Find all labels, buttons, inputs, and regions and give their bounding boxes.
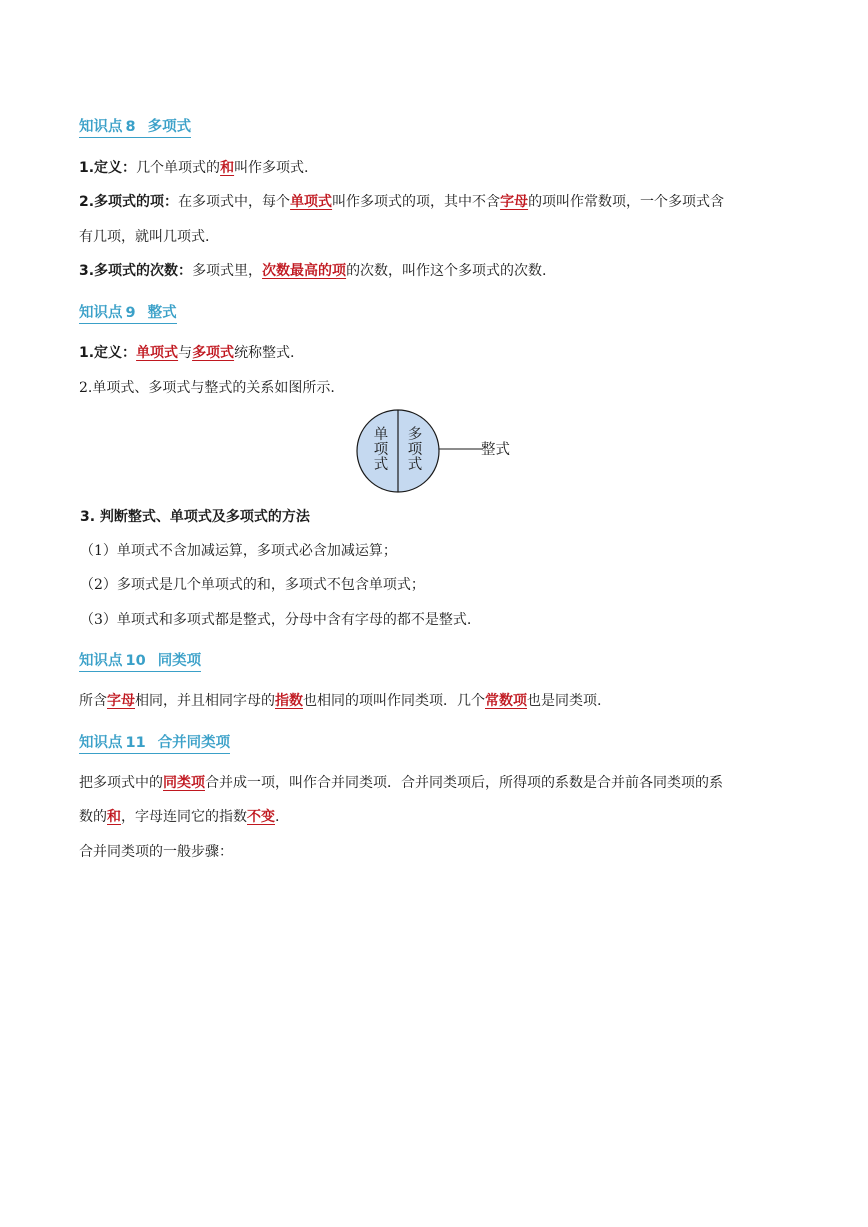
text: 叫作多项式的项，其中不含	[332, 194, 501, 210]
text: 合并成一项，叫作合并同类项．合并同类项后，所得项的系数是合并前各同类项的系	[205, 775, 723, 791]
keyword: 常数项	[485, 693, 527, 709]
heading-title: 多项式	[147, 119, 192, 135]
section-9-heading	[79, 304, 177, 324]
text: 与	[178, 345, 193, 361]
text: 几个单项式的	[136, 160, 221, 176]
text: 有几项，就叫几项式.	[79, 229, 210, 245]
polynomial-char-3: 式	[407, 457, 423, 473]
keyword: 单项式	[290, 194, 333, 210]
heading-label: 知识点	[79, 305, 123, 321]
method-item-2: （2）多项式是几个单项式的和，多项式不包含单项式；	[80, 577, 425, 593]
text: 数的	[79, 809, 107, 825]
text: 的项叫作常数项，一个多项式含	[528, 194, 725, 210]
item-lead: 3.多项式的次数：	[79, 263, 193, 279]
keyword: 和	[107, 809, 121, 825]
keyword: 字母	[500, 194, 529, 210]
method-title: 3. 判断整式、单项式及多项式的方法	[80, 509, 310, 525]
polynomial-char-1: 多	[407, 427, 423, 443]
relation-text: 2.单项式、多项式与整式的关系如图所示.	[79, 380, 335, 396]
text: 在多项式中，每个	[178, 194, 291, 210]
text: ，字母连同它的指数	[121, 809, 247, 825]
text: 的次数，叫作这个多项式的次数.	[346, 263, 547, 279]
heading-label: 知识点	[79, 653, 123, 669]
polynomial-term-line-1	[79, 192, 724, 212]
combine-like-terms-line-2	[79, 807, 279, 827]
item-lead: 2.多项式的项：	[79, 194, 179, 210]
text: .	[275, 809, 280, 825]
steps-intro: 合并同类项的一般步骤：	[79, 844, 233, 860]
heading-label: 知识点	[79, 119, 123, 135]
text: 所含	[79, 693, 107, 709]
integral-expression-label: 整式	[481, 442, 510, 458]
keyword: 单项式	[136, 345, 179, 361]
polynomial-definition	[79, 158, 309, 178]
integral-expression-definition	[79, 343, 295, 363]
item-lead: 1.定义：	[79, 345, 137, 361]
section-10-heading	[79, 652, 201, 672]
heading-number: 8	[125, 119, 136, 135]
section-11-heading	[79, 734, 230, 754]
text: 叫作多项式.	[234, 160, 309, 176]
keyword: 多项式	[192, 345, 235, 361]
polynomial-term-line-2	[79, 227, 209, 247]
keyword: 不变	[247, 809, 275, 825]
method-item-3: （3）单项式和多项式都是整式，分母中含有字母的都不是整式.	[80, 612, 472, 628]
monomial-char-3: 式	[373, 457, 389, 473]
keyword: 次数最高的项	[262, 263, 347, 279]
heading-title: 整式	[147, 305, 177, 321]
monomial-char-1: 单	[373, 427, 389, 443]
heading-number: 10	[125, 653, 146, 669]
text: 多项式里，	[192, 263, 263, 279]
heading-number: 9	[125, 305, 136, 321]
text: 也是同类项.	[527, 693, 602, 709]
heading-label: 知识点	[79, 735, 123, 751]
like-terms-definition	[79, 691, 601, 711]
combine-like-terms-line-1	[79, 773, 723, 793]
text: 统称整式.	[234, 345, 295, 361]
text: 也相同的项叫作同类项．几个	[303, 693, 485, 709]
keyword: 同类项	[163, 775, 205, 791]
section-8-heading	[79, 118, 191, 138]
heading-number: 11	[125, 735, 146, 751]
item-lead: 1.定义：	[79, 160, 137, 176]
monomial-char-2: 项	[373, 442, 389, 458]
method-item-1: （1）单项式不含加减运算，多项式必含加减运算；	[80, 543, 397, 559]
keyword: 指数	[275, 693, 303, 709]
relation-diagram	[355, 408, 525, 494]
keyword: 和	[220, 160, 235, 176]
text: 相同，并且相同字母的	[135, 693, 275, 709]
keyword: 字母	[107, 693, 135, 709]
polynomial-char-2: 项	[407, 442, 423, 458]
heading-title: 同类项	[157, 653, 202, 669]
text: 把多项式中的	[79, 775, 163, 791]
heading-title: 合并同类项	[157, 735, 231, 751]
polynomial-degree	[79, 261, 547, 281]
